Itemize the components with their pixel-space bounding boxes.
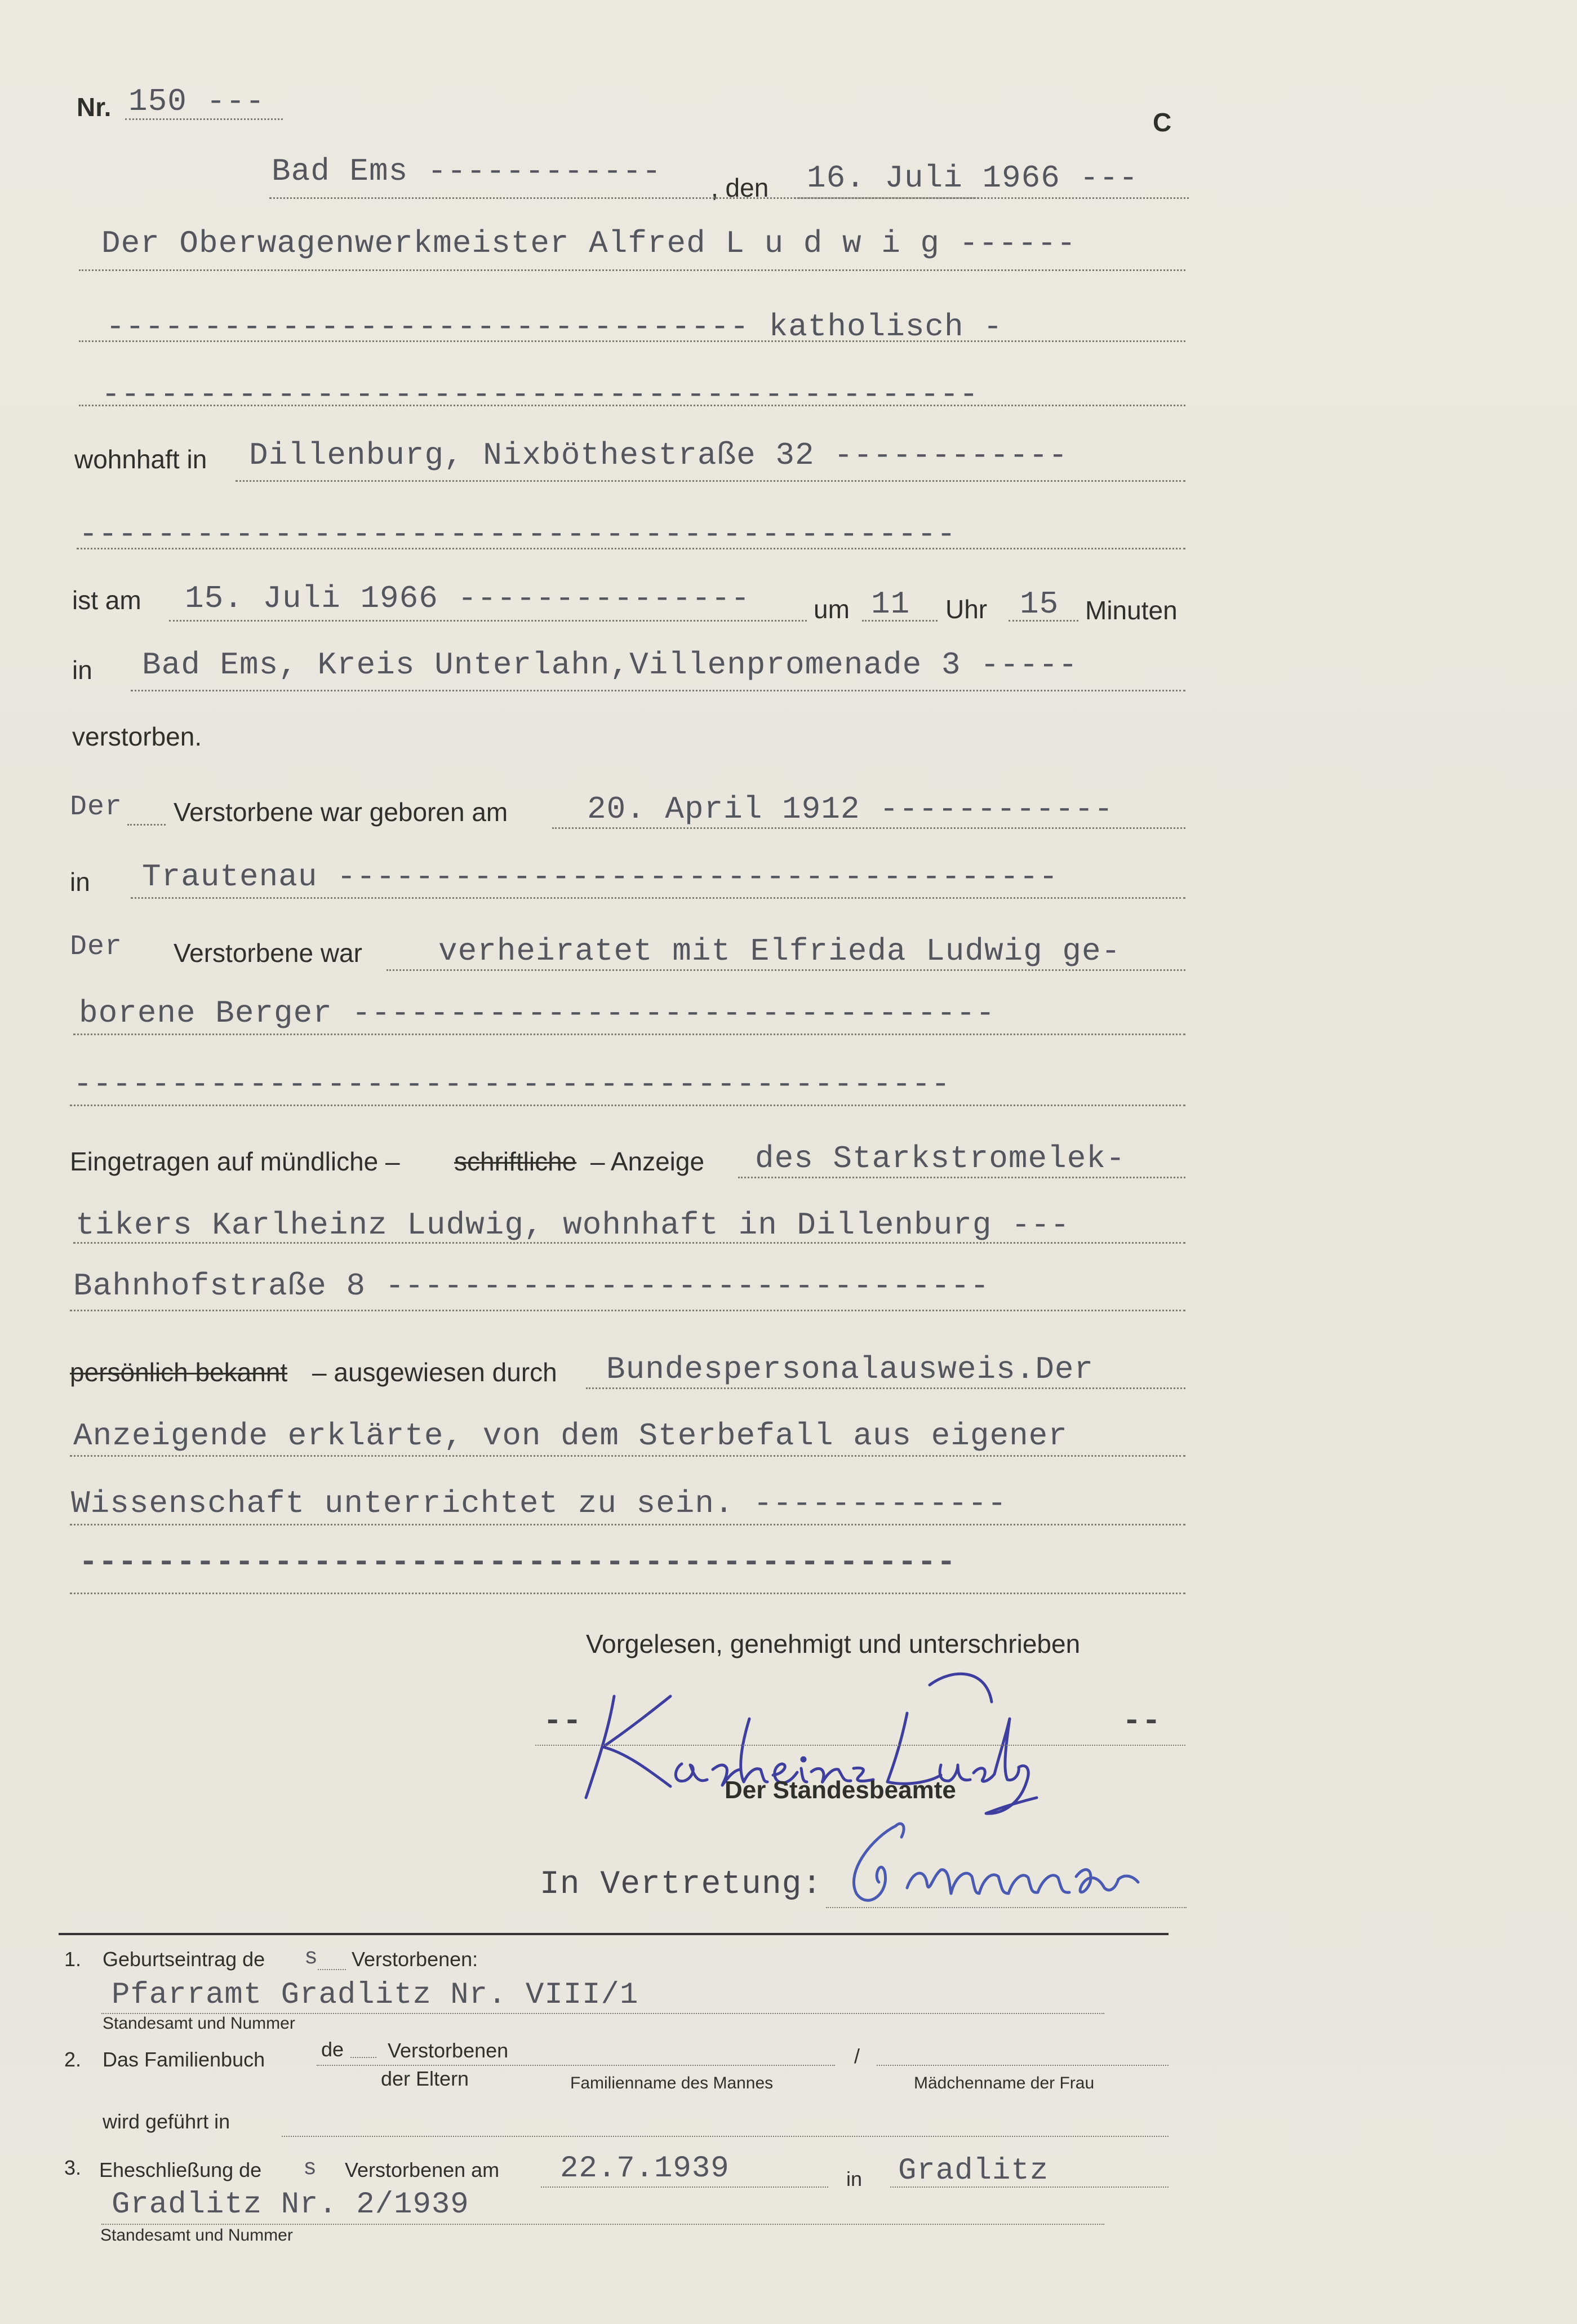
report-label-a: Eingetragen auf mündliche –	[70, 1147, 400, 1176]
note-2-sub-b: Mädchenname der Frau	[914, 2074, 1095, 2092]
marital-line-2: borene Berger ---------------------------------	[79, 995, 996, 1031]
death-hour: 11	[871, 586, 910, 622]
der-typed: Der	[70, 791, 123, 823]
der-typed: Der	[70, 931, 123, 963]
line	[552, 827, 1185, 829]
line	[387, 969, 1185, 971]
identification-line-1: Bundespersonalausweis.Der	[606, 1351, 1094, 1387]
ist-am-label: ist am	[72, 586, 141, 615]
birth-date: 20. April 1912 ------------	[587, 791, 1114, 827]
identification-line-4: ---------------------------------------------	[79, 1544, 957, 1580]
note-1-value: Pfarramt Gradlitz Nr. VIII/1	[112, 1978, 639, 2012]
deputy-label: In Vertretung:	[540, 1866, 823, 1903]
in-label: in	[72, 655, 92, 685]
line	[541, 2186, 828, 2188]
minuten-label: Minuten	[1085, 596, 1178, 625]
read-approved-label: Vorgelesen, genehmigt und unterschrieben	[586, 1629, 1081, 1658]
line	[317, 2065, 835, 2066]
line	[738, 1177, 1185, 1178]
note-2-wird-label: wird geführt in	[103, 2110, 230, 2133]
note-2-label: Das Familienbuch	[103, 2048, 265, 2071]
line	[862, 620, 938, 622]
line	[318, 1969, 346, 1970]
birth-label: Verstorbene war geboren am	[174, 797, 508, 827]
note-3-sub: Standesamt und Nummer	[100, 2226, 293, 2245]
report-line-1: des Starkstromelek-	[755, 1141, 1126, 1177]
note-2-option-deceased: Verstorbenen	[388, 2039, 509, 2062]
line	[350, 2057, 376, 2058]
residence-label: wohnhaft in	[74, 445, 207, 474]
residence-line-1: Dillenburg, Nixböthestraße 32 ------------	[249, 437, 1068, 473]
sig-dashes-right: --	[1122, 1703, 1162, 1739]
line	[70, 1524, 1185, 1525]
nr-line	[125, 118, 283, 120]
note-1-label-b: Verstorbenen:	[352, 1948, 478, 1971]
death-date: 15. Juli 1966 ---------------	[185, 580, 750, 617]
note-2-number: 2.	[64, 2048, 82, 2071]
registration-date: 16. Juli 1966 ---	[807, 160, 1139, 196]
nr-label: Nr.	[77, 92, 112, 122]
death-place: Bad Ems, Kreis Unterlahn,Villenpromenade 3 -----	[142, 647, 1078, 683]
note-3-label-a: Eheschließung de	[99, 2158, 262, 2181]
deceased-line-2: --------------------------------- katholisch -	[106, 309, 1003, 345]
residence-line-2: ---------------------------------------------	[79, 516, 957, 552]
line	[70, 1593, 1185, 1594]
signature-line	[535, 1745, 1185, 1746]
identification-label-struck: persönlich bekannt	[70, 1358, 288, 1387]
line	[131, 897, 1185, 899]
date-line	[794, 197, 1189, 199]
line	[79, 340, 1185, 342]
death-minutes: 15	[1020, 586, 1059, 622]
line	[877, 2065, 1169, 2066]
official-signature	[834, 1803, 1183, 1916]
note-3-place: Gradlitz	[898, 2154, 1049, 2188]
report-line-3: Bahnhofstraße 8 -------------------------------	[73, 1268, 990, 1304]
marital-label: Verstorbene war	[174, 938, 362, 968]
line	[73, 1242, 1185, 1244]
um-label: um	[814, 595, 850, 624]
nr-value: 150 ---	[128, 83, 265, 119]
note-3-in-label: in	[846, 2167, 863, 2190]
den-label: , den	[711, 173, 769, 202]
line	[127, 824, 166, 826]
line	[586, 1387, 1185, 1389]
note-3-date: 22.7.1939	[560, 2152, 730, 2186]
note-1-typed-s: s	[304, 1945, 319, 1971]
line	[79, 405, 1185, 406]
identification-line-2: Anzeigende erklärte, von dem Sterbefall aus eigener	[73, 1418, 1068, 1454]
marital-line-1: verheiratet mit Elfrieda Ludwig ge-	[438, 933, 1121, 969]
report-line-2: tikers Karlheinz Ludwig, wohnhaft in Dillenburg ---	[75, 1207, 1070, 1243]
corner-letter: C	[1153, 108, 1172, 137]
birth-place: Trautenau -------------------------------------	[142, 859, 1059, 895]
line	[70, 1105, 1185, 1106]
note-3-label-b: Verstorbenen am	[345, 2158, 500, 2181]
line	[101, 2224, 1104, 2225]
line	[1009, 620, 1078, 622]
note-1-sub: Standesamt und Nummer	[103, 2014, 295, 2033]
note-3-number: 3.	[64, 2156, 82, 2179]
line	[131, 690, 1185, 691]
line	[79, 269, 1185, 271]
note-2-option-parents: der Eltern	[381, 2067, 469, 2090]
line	[73, 1034, 1185, 1035]
sig-dashes-left: --	[543, 1703, 583, 1739]
line	[890, 2186, 1169, 2188]
note-2-de-label: de	[321, 2038, 344, 2061]
note-2-slash: /	[854, 2044, 860, 2068]
line	[169, 620, 807, 622]
note-2-sub-a: Familienname des Mannes	[570, 2074, 774, 2092]
note-3-typed-s: s	[303, 2156, 318, 2181]
signature-line	[826, 1907, 1187, 1908]
deceased-line-1: Der Oberwagenwerkmeister Alfred L u d w i g ------	[101, 225, 1077, 261]
identification-label: – ausgewiesen durch	[312, 1358, 557, 1387]
uhr-label: Uhr	[945, 595, 988, 624]
place-of-registration: Bad Ems ------------	[272, 153, 662, 189]
line	[70, 1455, 1185, 1457]
official-label: Der Standesbeamte	[725, 1776, 956, 1804]
note-1-number: 1.	[64, 1948, 82, 1971]
divider	[59, 1933, 1169, 1935]
identification-line-3: Wissenschaft unterrichtet zu sein. -------------	[71, 1485, 1007, 1522]
line	[236, 480, 1185, 482]
verstorben-label: verstorben.	[72, 722, 202, 751]
line	[77, 548, 1185, 549]
note-1-label-a: Geburtseintrag de	[103, 1948, 265, 1971]
in-label: in	[70, 867, 90, 897]
report-label-b: – Anzeige	[590, 1147, 705, 1176]
line	[70, 1310, 1185, 1311]
line	[282, 2136, 1169, 2137]
report-label-struck: schriftliche	[454, 1147, 577, 1176]
deceased-line-3: ---------------------------------------------	[101, 376, 979, 413]
marital-line-3: ---------------------------------------------	[73, 1066, 951, 1102]
note-3-value: Gradlitz Nr. 2/1939	[112, 2188, 469, 2222]
